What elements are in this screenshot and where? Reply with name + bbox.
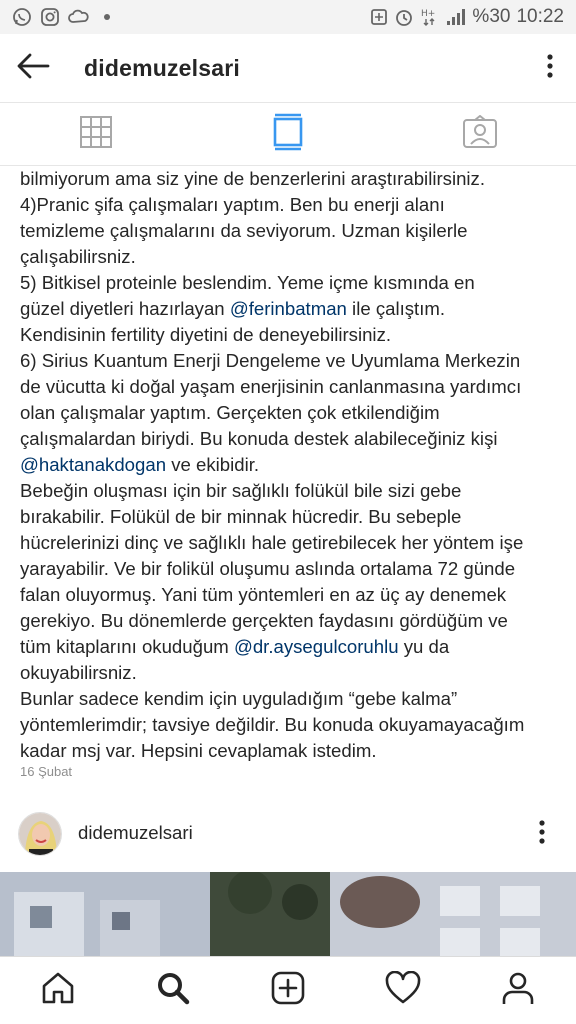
whatsapp-icon: [12, 7, 32, 27]
back-button[interactable]: [0, 34, 66, 102]
profile-view-tabs: [0, 102, 576, 166]
profile-title: didemuzelsari: [84, 54, 240, 81]
more-options-button[interactable]: [538, 50, 562, 86]
nav-profile[interactable]: [461, 957, 576, 1024]
caption-line: [20, 634, 560, 660]
caption-line: çalışmalardan biriydi. Bu konuda destek alabileceğiniz kişi: [20, 428, 498, 449]
battery-percent: %30: [472, 6, 511, 27]
post-image[interactable]: [0, 872, 576, 956]
caption-line: 4)Pranic şifa çalışmaları yaptım. Ben bu enerji alanı: [20, 194, 445, 215]
alarm-icon: [394, 7, 414, 27]
feed-content: [0, 166, 576, 956]
nav-home[interactable]: [0, 957, 115, 1024]
storage-icon: [370, 8, 388, 26]
caption-line: [20, 452, 560, 478]
nav-search[interactable]: [115, 957, 230, 1024]
tab-feed[interactable]: [192, 103, 384, 165]
top-header: [0, 34, 576, 102]
mention-link[interactable]: @dr.aysegulcoruhlu: [233, 636, 399, 657]
status-bar: [0, 0, 576, 34]
svg-text:H+: H+: [421, 9, 436, 19]
mention-link[interactable]: @haktanakdogan: [20, 454, 167, 475]
caption-line: 6) Sirius Kuantum Enerji Dengeleme ve Uyumlama Merkezin: [20, 350, 521, 371]
arrow-left-icon: [16, 52, 50, 85]
clock: 10:22: [516, 6, 564, 27]
caption-line: çalışabilirsniz.: [20, 246, 136, 267]
caption-line: okuyabilirsniz.: [20, 662, 137, 683]
caption-line: temizleme çalışmalarını da seviyorum. Uzman kişilerle: [20, 220, 468, 241]
post-date: 16 Şubat: [20, 764, 73, 779]
cloud-icon: [68, 7, 90, 27]
caption-line: yöntemlerimdir; tavsiye değildir. Bu konuda okuyamayacağım: [20, 714, 525, 735]
caption-line: bırakabilir. Folükül de bir minnak hücredir. Bu sebeple: [20, 506, 462, 527]
next-post-header: [0, 802, 576, 866]
post-more-button[interactable]: [530, 816, 554, 852]
mention-link[interactable]: @ferinbatman: [229, 298, 347, 319]
tagged-icon: [462, 115, 498, 154]
nav-activity[interactable]: [346, 957, 461, 1024]
caption-text: yu da: [398, 636, 450, 657]
tab-grid[interactable]: [0, 103, 192, 165]
more-vertical-icon: [539, 820, 545, 849]
caption-line: de vücutta ki doğal yaşam enerjisinin canlanmasına yardımcı: [20, 376, 522, 397]
caption-line: [20, 296, 560, 322]
profile-icon: [500, 970, 536, 1011]
avatar[interactable]: [18, 812, 62, 856]
post-username[interactable]: didemuzelsari: [78, 822, 193, 843]
caption-line: 5) Bitkisel proteinle beslendim. Yeme içme kısmında en: [20, 272, 475, 293]
caption-line: yarayabilir. Ve bir folikül oluşumu aslında ortalama 72 günde: [20, 558, 516, 579]
caption-line: olan çalışmalar yaptım. Gerçekten çok etkilendiğim: [20, 402, 440, 423]
nav-add-post[interactable]: [230, 957, 345, 1024]
home-icon: [40, 970, 76, 1011]
caption-line: Bebeğin oluşması için bir sağlıklı folükül bile sizi gebe: [20, 480, 462, 501]
caption-line: hücrelerinizi dinç ve sağlıklı hale getirebilecek her yöntem işe: [20, 532, 524, 553]
caption-line: Bunlar sadece kendim için uyguladığım “gebe kalma”: [20, 688, 458, 709]
caption-text: güzel diyetleri hazırlayan: [20, 298, 230, 319]
caption-line: Kendisinin fertility diyetini de deneyebilirsiniz.: [20, 324, 392, 345]
caption-line: gerekiyo. Bu dönemlerde gerçekten faydasını gördüğüm ve: [20, 610, 508, 631]
caption-line: bilmiyorum ama siz yine de benzerlerini araştırabilirsiniz.: [20, 168, 486, 189]
network-hplus-icon: [420, 7, 440, 27]
tab-tagged[interactable]: [384, 103, 576, 165]
caption-text: ile çalıştım.: [346, 298, 446, 319]
caption-text: ve ekibidir.: [166, 454, 260, 475]
feed-icon: [273, 113, 303, 156]
caption-line: falan oluyormuş. Yani tüm yöntemleri en az üç ay denemek: [20, 584, 507, 605]
heart-icon: [385, 971, 421, 1010]
bottom-navigation: [0, 956, 576, 1024]
grid-icon: [79, 115, 113, 154]
more-vertical-icon: [547, 54, 553, 83]
instagram-icon: [40, 7, 60, 27]
signal-icon: [446, 8, 466, 26]
add-post-icon: [270, 970, 306, 1011]
caption-text: tüm kitaplarını okuduğum: [20, 636, 234, 657]
search-icon: [155, 970, 191, 1011]
caption-line: kadar msj var. Hepsini cevaplamak istedim.: [20, 740, 377, 761]
post-caption: [20, 166, 560, 764]
notification-dot: [104, 14, 110, 20]
